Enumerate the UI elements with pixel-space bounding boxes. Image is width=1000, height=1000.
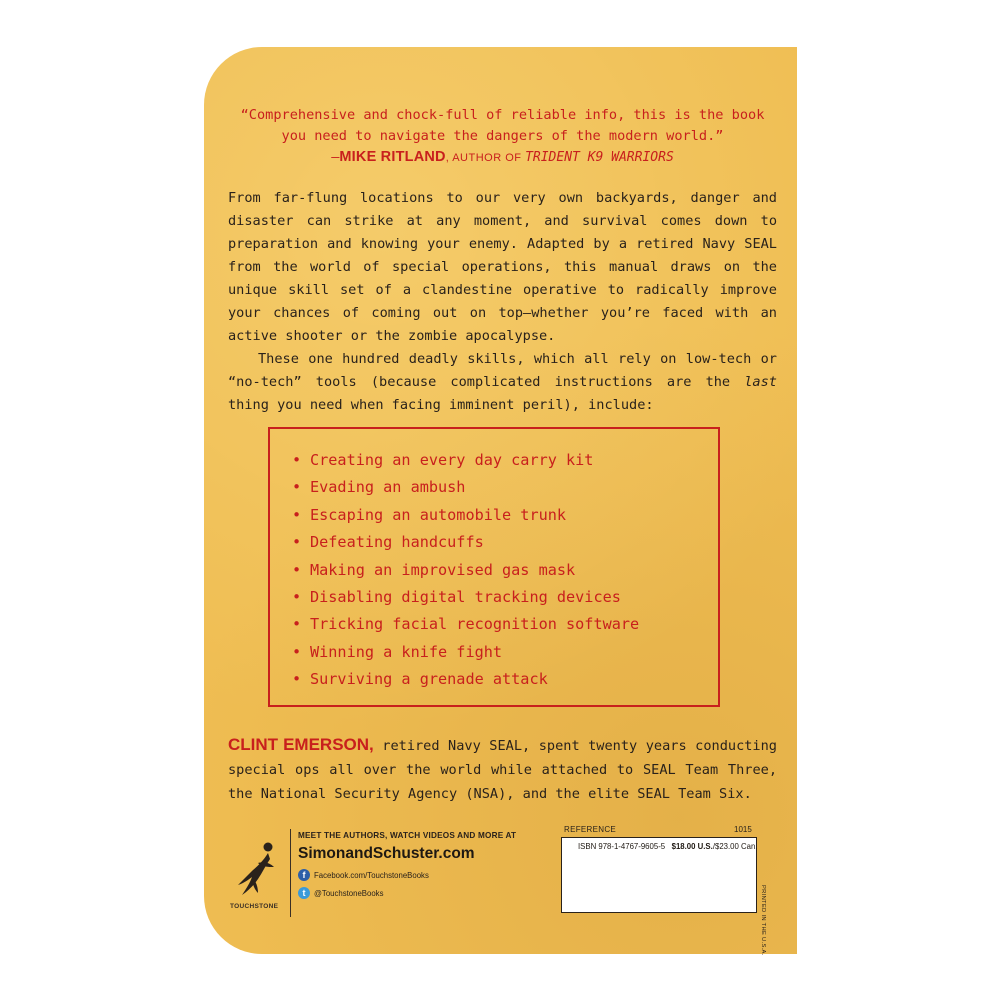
- bullet-icon: •: [292, 642, 302, 661]
- skill-text: Winning a knife fight: [310, 642, 503, 661]
- twitter-text: @TouchstoneBooks: [314, 888, 384, 898]
- bullet-icon: •: [292, 588, 302, 607]
- isbn-price: [578, 842, 757, 851]
- touchstone-logo-icon: [228, 833, 284, 913]
- author-name: CLINT EMERSON,: [228, 735, 374, 754]
- attribution-book-title: TRIDENT K9 WARRIORS: [525, 150, 674, 165]
- description-paragraph-2: [228, 348, 777, 417]
- printed-in-usa: PRINTED IN THE U.S.A.: [760, 885, 766, 956]
- bullet-icon: •: [292, 451, 302, 469]
- attribution-dash: —: [331, 149, 340, 165]
- description: [228, 187, 777, 417]
- paragraph-2-end: thing you need when facing imminent peril), include:: [228, 397, 654, 413]
- skill-text: Evading an ambush: [310, 478, 466, 497]
- book-back-cover: [204, 47, 797, 954]
- skill-item: [292, 502, 718, 529]
- barcode-area: [561, 837, 757, 913]
- reference-number: 1015: [734, 825, 752, 834]
- skill-item: [292, 639, 718, 666]
- skill-item: [292, 611, 718, 638]
- quote-text: “Comprehensive and chock-full of reliable info, this is the book you need to navigate the dangers of the modern world.”: [240, 107, 765, 144]
- blurb-quote: [228, 105, 777, 169]
- bullet-icon: •: [292, 615, 302, 634]
- skill-text: Defeating handcuffs: [310, 533, 484, 552]
- bullet-icon: •: [292, 670, 302, 689]
- facebook-icon: f: [298, 869, 310, 881]
- skills-box: [268, 427, 720, 707]
- skill-text: Making an improvised gas mask: [310, 560, 576, 579]
- skill-item: [292, 529, 718, 556]
- skill-item: [292, 666, 718, 693]
- facebook-text: Facebook.com/TouchstoneBooks: [314, 870, 429, 880]
- publisher-divider: [290, 829, 291, 917]
- author-bio: [228, 733, 777, 806]
- price-us: $18.00 U.S.: [671, 842, 713, 851]
- attribution-name: MIKE RITLAND: [339, 149, 446, 165]
- skill-text: Tricking facial recognition software: [310, 615, 640, 634]
- skill-item: [292, 474, 718, 501]
- price-can: /$23.00 Can.: [712, 842, 758, 851]
- skill-text: Surviving a grenade attack: [310, 670, 548, 689]
- skill-text: Disabling digital tracking devices: [310, 588, 621, 607]
- bullet-icon: •: [292, 560, 302, 579]
- skill-text: Creating an every day carry kit: [310, 451, 594, 469]
- skill-text: Escaping an automobile trunk: [310, 505, 567, 524]
- publisher-website-link[interactable]: SimonandSchuster.com: [298, 845, 475, 862]
- skill-item: [292, 557, 718, 584]
- bullet-icon: •: [292, 478, 302, 497]
- publisher-block: [228, 829, 517, 919]
- logo-label: TOUCHSTONE: [230, 903, 279, 910]
- attribution-author-of: , AUTHOR OF: [445, 152, 526, 164]
- facebook-link[interactable]: [298, 869, 429, 881]
- twitter-link[interactable]: [298, 887, 383, 899]
- twitter-icon: t: [298, 887, 310, 899]
- skill-item: [292, 584, 718, 611]
- meet-authors-text: MEET THE AUTHORS, WATCH VIDEOS AND MORE AT: [298, 831, 517, 840]
- reference-label: REFERENCE: [564, 825, 617, 834]
- author-bio-text: retired Navy SEAL, spent twenty years conducting special ops all over the world while attached to SEAL Team Three, the National Security Agency (NSA), and the elite SEAL Team Six.: [228, 738, 777, 802]
- description-paragraph-1: From far-flung locations to our very own backyards, danger and disaster can strike at any moment, and survival comes down to preparation and knowing your enemy. Adapted by a retired Navy SEAL from the world of special operations, this manual draws on the unique skill set of a clandestine operative to radically improve your chances of coming out on top—whether you’re faced with an active shooter or the zombie apocalypse.: [228, 190, 777, 344]
- bullet-icon: •: [292, 505, 302, 524]
- skills-list: [270, 429, 718, 694]
- paragraph-2-emphasis: last: [744, 374, 777, 390]
- paragraph-2-start: These one hundred deadly skills, which all rely on low-tech or “no-tech” tools (because complicated instructions are the: [228, 351, 777, 390]
- isbn-number: ISBN 978-1-4767-9605-5: [578, 842, 666, 851]
- skill-item: [292, 447, 718, 474]
- bullet-icon: •: [292, 533, 302, 552]
- quote-attribution: [228, 147, 777, 169]
